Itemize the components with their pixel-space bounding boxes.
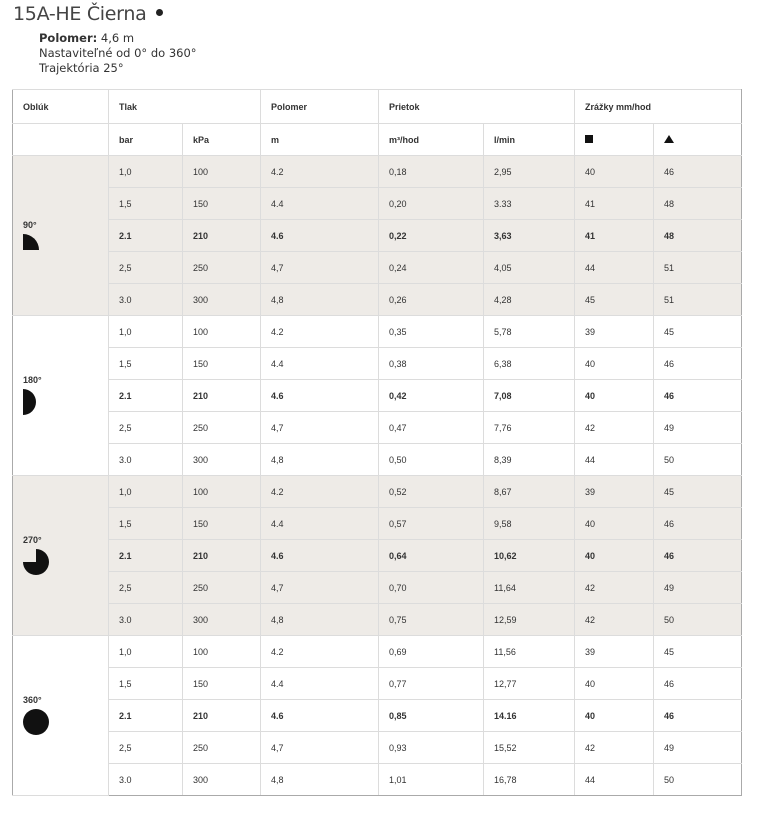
cell-flow-m3h: 0,64 [379,540,484,572]
cell-precip-triangle: 45 [654,636,742,668]
cell-flow-m3h: 0,50 [379,444,484,476]
cell-precip-square: 44 [575,252,654,284]
cell-kpa: 300 [183,604,261,636]
cell-kpa: 300 [183,764,261,796]
cell-radius-m: 4.6 [261,540,379,572]
cell-bar: 1,5 [109,348,183,380]
arc-label: 270° [23,534,42,545]
table-row [13,476,742,508]
cell-precip-square: 42 [575,604,654,636]
cell-precip-triangle: 49 [654,732,742,764]
cell-radius-m: 4.6 [261,380,379,412]
square-icon [585,135,593,143]
cell-flow-m3h: 0,69 [379,636,484,668]
cell-radius-m: 4.4 [261,508,379,540]
cell-radius-m: 4,7 [261,732,379,764]
cell-flow-lmin: 16,78 [484,764,575,796]
cell-precip-triangle: 46 [654,668,742,700]
table-row [13,444,742,476]
arc-cell [13,636,109,796]
table-row [13,700,742,732]
cell-precip-square: 40 [575,540,654,572]
cell-bar: 1,0 [109,156,183,188]
cell-flow-lmin: 12,59 [484,604,575,636]
cell-flow-lmin: 15,52 [484,732,575,764]
table-row [13,604,742,636]
cell-precip-triangle: 48 [654,220,742,252]
cell-flow-lmin: 4,05 [484,252,575,284]
header-pressure: Tlak [109,90,261,124]
cell-bar: 1,0 [109,476,183,508]
cell-kpa: 250 [183,732,261,764]
cell-flow-lmin: 10,62 [484,540,575,572]
cell-radius-m: 4,8 [261,764,379,796]
cell-bar: 3.0 [109,604,183,636]
cell-bar: 2,5 [109,252,183,284]
cell-precip-triangle: 46 [654,540,742,572]
cell-flow-m3h: 0,85 [379,700,484,732]
cell-flow-m3h: 0,22 [379,220,484,252]
cell-bar: 2.1 [109,220,183,252]
table-row [13,220,742,252]
table-row [13,540,742,572]
table-row [13,508,742,540]
cell-kpa: 100 [183,316,261,348]
cell-flow-lmin: 12,77 [484,668,575,700]
cell-flow-lmin: 8,67 [484,476,575,508]
cell-kpa: 150 [183,348,261,380]
cell-radius-m: 4.6 [261,220,379,252]
table-row [13,348,742,380]
cell-precip-triangle: 46 [654,380,742,412]
table-row [13,252,742,284]
cell-flow-lmin: 11,64 [484,572,575,604]
cell-precip-square: 40 [575,700,654,732]
cell-precip-triangle: 46 [654,156,742,188]
cell-flow-m3h: 0,47 [379,412,484,444]
cell-precip-triangle: 51 [654,284,742,316]
cell-flow-m3h: 0,42 [379,380,484,412]
cell-radius-m: 4,7 [261,572,379,604]
cell-bar: 1,5 [109,668,183,700]
header-arc: Oblúk [13,90,109,124]
cell-radius-m: 4,8 [261,604,379,636]
cell-precip-triangle: 45 [654,476,742,508]
three-quarter-arc-icon [23,549,108,577]
cell-kpa: 150 [183,668,261,700]
cell-bar: 2,5 [109,412,183,444]
cell-kpa: 250 [183,412,261,444]
cell-kpa: 210 [183,220,261,252]
radius-spec: Polomer: 4,6 m [39,31,135,45]
cell-radius-m: 4,8 [261,444,379,476]
cell-precip-triangle: 45 [654,316,742,348]
cell-kpa: 210 [183,540,261,572]
cell-flow-lmin: 7,08 [484,380,575,412]
performance-table [12,89,742,796]
subheader-m3h: m³/hod [379,124,484,156]
cell-precip-square: 40 [575,508,654,540]
cell-flow-m3h: 0,93 [379,732,484,764]
arc-label: 90° [23,219,37,230]
cell-kpa: 300 [183,284,261,316]
cell-precip-square: 44 [575,764,654,796]
cell-flow-lmin: 4,28 [484,284,575,316]
cell-precip-square: 40 [575,668,654,700]
cell-flow-m3h: 0,75 [379,604,484,636]
table-row [13,764,742,796]
table-row [13,412,742,444]
subheader-kpa: kPa [183,124,261,156]
arc-cell [13,476,109,636]
cell-bar: 1,0 [109,636,183,668]
cell-kpa: 100 [183,476,261,508]
cell-radius-m: 4.4 [261,348,379,380]
adjustable-spec: Nastaviteľné od 0° do 360° [39,46,197,60]
cell-precip-square: 41 [575,188,654,220]
half-arc-icon [23,389,108,417]
subheader-bar: bar [109,124,183,156]
trajectory-spec: Trajektória 25° [39,61,124,75]
cell-precip-triangle: 46 [654,508,742,540]
subheader-square [575,124,654,156]
table-row [13,732,742,764]
cell-precip-triangle: 48 [654,188,742,220]
cell-bar: 2,5 [109,732,183,764]
cell-radius-m: 4.4 [261,668,379,700]
cell-precip-triangle: 51 [654,252,742,284]
cell-radius-m: 4,8 [261,284,379,316]
cell-precip-square: 39 [575,316,654,348]
table-row [13,188,742,220]
cell-kpa: 100 [183,156,261,188]
cell-flow-lmin: 8,39 [484,444,575,476]
subheader-lmin: l/min [484,124,575,156]
cell-flow-m3h: 0,18 [379,156,484,188]
cell-kpa: 300 [183,444,261,476]
cell-radius-m: 4.2 [261,476,379,508]
cell-radius-m: 4.6 [261,700,379,732]
arc-label: 180° [23,374,42,385]
cell-precip-triangle: 50 [654,444,742,476]
cell-kpa: 150 [183,508,261,540]
cell-precip-triangle: 50 [654,764,742,796]
cell-precip-square: 40 [575,348,654,380]
cell-precip-triangle: 46 [654,348,742,380]
cell-bar: 2.1 [109,540,183,572]
cell-kpa: 100 [183,636,261,668]
cell-flow-lmin: 3,63 [484,220,575,252]
table-row [13,668,742,700]
table-row [13,380,742,412]
table-row [13,284,742,316]
cell-flow-lmin: 7,76 [484,412,575,444]
cell-kpa: 150 [183,188,261,220]
cell-radius-m: 4,7 [261,412,379,444]
cell-bar: 1,0 [109,316,183,348]
cell-bar: 2,5 [109,572,183,604]
header-empty [13,124,109,156]
cell-kpa: 210 [183,380,261,412]
quarter-arc-icon [23,234,108,252]
specs-block [39,31,197,76]
cell-precip-square: 42 [575,732,654,764]
cell-radius-m: 4,7 [261,252,379,284]
cell-precip-square: 40 [575,156,654,188]
arc-cell [13,156,109,316]
cell-kpa: 250 [183,572,261,604]
header-precip: Zrážky mm/hod [575,90,742,124]
arc-cell [13,316,109,476]
cell-kpa: 250 [183,252,261,284]
cell-flow-lmin: 9,58 [484,508,575,540]
cell-flow-m3h: 0,57 [379,508,484,540]
page-title: 15A-HE Čierna [13,3,163,25]
cell-bar: 3.0 [109,444,183,476]
cell-flow-lmin: 14.16 [484,700,575,732]
cell-flow-m3h: 0,77 [379,668,484,700]
triangle-icon [664,135,674,143]
cell-precip-square: 41 [575,220,654,252]
cell-bar: 1,5 [109,188,183,220]
cell-precip-square: 39 [575,636,654,668]
cell-flow-m3h: 0,38 [379,348,484,380]
arc-label: 360° [23,694,42,705]
cell-flow-m3h: 0,70 [379,572,484,604]
cell-flow-m3h: 0,35 [379,316,484,348]
full-circle-icon [23,709,108,737]
subheader-triangle [654,124,742,156]
cell-radius-m: 4.2 [261,316,379,348]
cell-precip-square: 40 [575,380,654,412]
cell-precip-triangle: 49 [654,412,742,444]
cell-precip-triangle: 46 [654,700,742,732]
cell-bar: 2.1 [109,380,183,412]
cell-precip-square: 42 [575,572,654,604]
cell-precip-triangle: 50 [654,604,742,636]
cell-kpa: 210 [183,700,261,732]
table-row [13,156,742,188]
cell-flow-m3h: 0,24 [379,252,484,284]
cell-flow-lmin: 3.33 [484,188,575,220]
cell-flow-m3h: 1,01 [379,764,484,796]
cell-flow-m3h: 0,20 [379,188,484,220]
header-radius: Polomer [261,90,379,124]
cell-flow-lmin: 6,38 [484,348,575,380]
cell-flow-lmin: 2,95 [484,156,575,188]
table-row [13,316,742,348]
cell-precip-square: 39 [575,476,654,508]
cell-flow-lmin: 5,78 [484,316,575,348]
cell-precip-square: 42 [575,412,654,444]
cell-bar: 3.0 [109,284,183,316]
cell-radius-m: 4.2 [261,156,379,188]
cell-radius-m: 4.2 [261,636,379,668]
cell-flow-lmin: 11,56 [484,636,575,668]
cell-precip-square: 45 [575,284,654,316]
table-row [13,636,742,668]
cell-bar: 1,5 [109,508,183,540]
cell-flow-m3h: 0,26 [379,284,484,316]
header-flow: Prietok [379,90,575,124]
cell-bar: 3.0 [109,764,183,796]
cell-precip-triangle: 49 [654,572,742,604]
cell-precip-square: 44 [575,444,654,476]
cell-radius-m: 4.4 [261,188,379,220]
subheader-m: m [261,124,379,156]
bullet-dot-icon [156,9,163,16]
table-row [13,572,742,604]
cell-flow-m3h: 0,52 [379,476,484,508]
cell-bar: 2.1 [109,700,183,732]
